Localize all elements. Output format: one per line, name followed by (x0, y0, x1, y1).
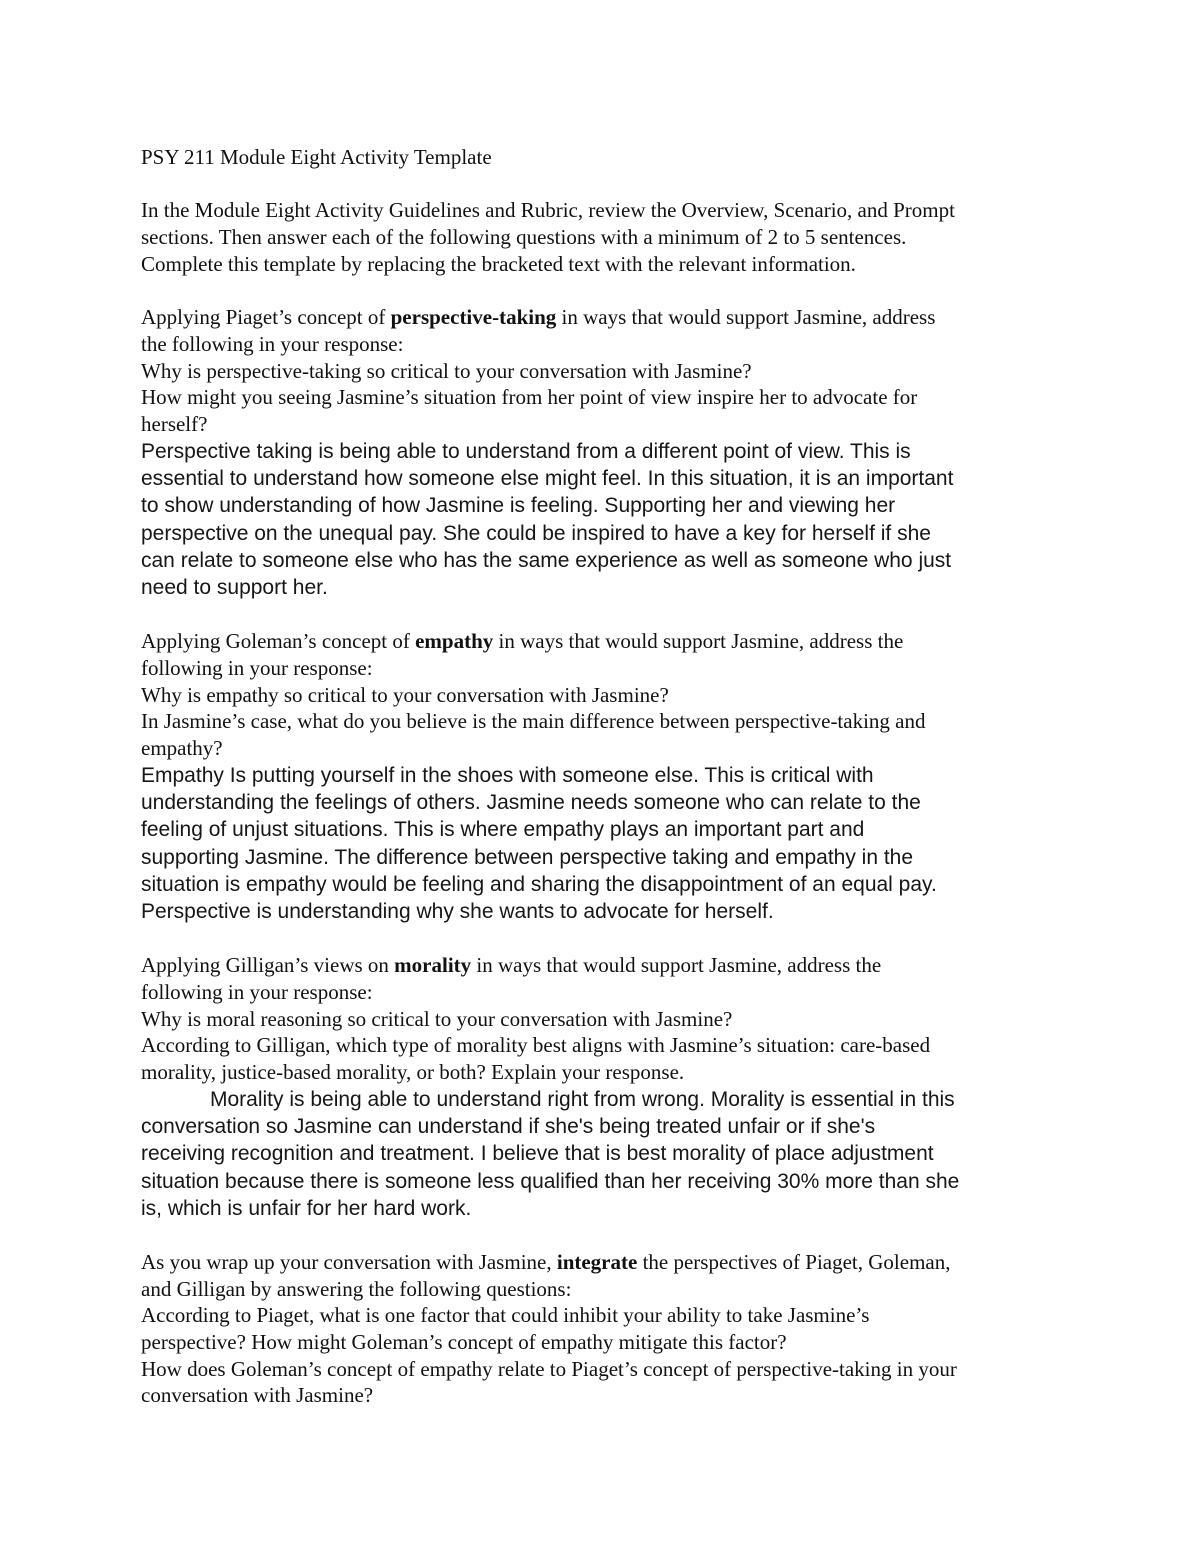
answer-line: feeling of unjust situations. This is where empathy plays an important part and (141, 818, 865, 842)
section-prompt-line: and Gilligan by answering the following questions: (141, 1276, 572, 1301)
answer-line: essential to understand how someone else might feel. In this situation, it is an important (141, 467, 954, 490)
answer-line: Morality is being able to understand right from wrong. Morality is essential in this (210, 1087, 955, 1111)
question: Why is empathy so critical to your conversation with Jasmine? (141, 682, 669, 707)
question: herself? (141, 412, 208, 436)
question: perspective? How might Goleman’s concept of empathy mitigate this factor? (141, 1329, 787, 1354)
answer-line: situation because there is someone less qualified than her receiving 30% more than she (141, 1169, 960, 1193)
section-prompt-line: As you wrap up your conversation with Jasmine, integrate the perspectives of Piaget, Goleman, (141, 1249, 951, 1274)
answer-line: conversation so Jasmine can understand if she's being treated unfair or if she's (141, 1114, 876, 1138)
intro-paragraph (141, 197, 1071, 277)
question: How does Goleman’s concept of empathy relate to Piaget’s concept of perspective-taking in your (141, 1356, 957, 1381)
intro-line: In the Module Eight Activity Guidelines and Rubric, review the Overview, Scenario, and Prompt (141, 198, 955, 223)
answer-line: situation is empathy would be feeling and sharing the disappointment of an equal pay. (141, 872, 937, 896)
section-prompt-line: following in your response: (141, 979, 373, 1004)
question: According to Gilligan, which type of morality best aligns with Jasmine’s situation: care-based (141, 1033, 931, 1058)
answer-line: perspective on the unequal pay. She could be inspired to have a key for herself if she (141, 521, 931, 545)
answer-line: Empathy Is putting yourself in the shoes with someone else. This is critical with (141, 763, 874, 787)
section-piaget-prompt (141, 304, 1071, 438)
answer-piaget (141, 438, 1071, 602)
document-body (141, 144, 1071, 1409)
answer-line: Perspective taking is being able to understand from a different point of view. This is (141, 439, 911, 463)
answer-line: to show understanding of how Jasmine is feeling. Supporting her and viewing her (141, 494, 896, 518)
keyword-integrate: integrate (556, 1249, 638, 1274)
question: How might you seeing Jasmine’s situation from her point of view inspire her to advocate for (141, 385, 918, 410)
keyword-empathy: empathy (415, 629, 494, 654)
section-prompt-line: following in your response: (141, 655, 373, 680)
question: morality, justice-based morality, or both? Explain your response. (141, 1059, 685, 1084)
question: conversation with Jasmine? (141, 1383, 374, 1408)
question: According to Piaget, what is one factor that could inhibit your ability to take Jasmine’s (141, 1303, 870, 1328)
intro-line: sections. Then answer each of the following questions with a minimum of 2 to 5 sentences. (141, 225, 907, 250)
answer-gilligan (141, 1086, 1071, 1222)
section-prompt-line: the following in your response: (141, 331, 404, 356)
question: Why is perspective-taking so critical to your conversation with Jasmine? (141, 358, 752, 383)
answer-line: need to support her. (141, 576, 328, 600)
question: In Jasmine’s case, what do you believe is the main difference between perspective-taking and (141, 709, 926, 734)
keyword-morality: morality (394, 953, 472, 978)
answer-line: is, which is unfair for her hard work. (141, 1196, 472, 1220)
question: Why is moral reasoning so critical to your conversation with Jasmine? (141, 1006, 733, 1031)
answer-line: can relate to someone else who has the same experience as well as someone who just (141, 548, 952, 572)
answer-line: supporting Jasmine. The difference between perspective taking and empathy in the (141, 845, 914, 869)
section-integrate-prompt (141, 1249, 1071, 1409)
section-prompt-line: Applying Goleman’s concept of empathy in ways that would support Jasmine, address the (141, 629, 904, 654)
answer-line: Perspective is understanding why she wants to advocate for herself. (141, 900, 774, 924)
section-gilligan-prompt (141, 952, 1071, 1086)
question: empathy? (141, 735, 223, 760)
section-prompt-line: Applying Gilligan’s views on morality in ways that would support Jasmine, address the (141, 953, 882, 978)
answer-line: understanding the feelings of others. Jasmine needs someone who can relate to the (141, 790, 921, 814)
keyword-perspective-taking: perspective-taking (390, 305, 557, 330)
section-prompt-line: Applying Piaget’s concept of perspective-taking in ways that would support Jasmine, address (141, 305, 936, 330)
answer-line: receiving recognition and treatment. I believe that is best morality of place adjustment (141, 1142, 934, 1166)
document-title: PSY 211 Module Eight Activity Template (141, 145, 492, 169)
answer-goleman (141, 762, 1071, 926)
intro-line: Complete this template by replacing the bracketed text with the relevant information. (141, 251, 856, 276)
section-goleman-prompt (141, 628, 1071, 762)
